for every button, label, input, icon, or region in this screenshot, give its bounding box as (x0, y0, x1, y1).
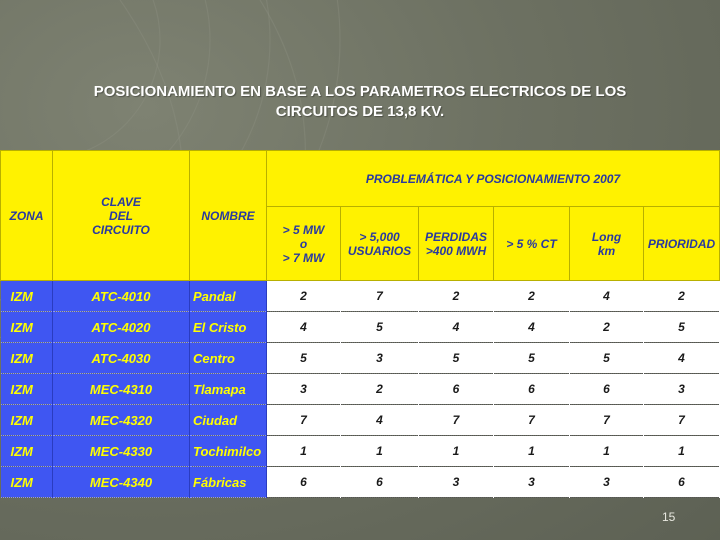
cell-perdidas: 7 (419, 405, 494, 436)
cell-mw: 2 (267, 281, 341, 312)
cell-prioridad: 5 (644, 312, 720, 343)
table-row (1, 436, 720, 467)
cell-nombre: Fábricas (190, 467, 267, 498)
cell-long: 1 (570, 436, 644, 467)
cell-long: 4 (570, 281, 644, 312)
cell-clave: ATC-4020 (53, 312, 190, 343)
cell-nombre: Ciudad (190, 405, 267, 436)
cell-zona: IZM (1, 374, 53, 405)
cell-usuarios: 6 (341, 467, 419, 498)
cell-mw: 6 (267, 467, 341, 498)
cell-usuarios: 1 (341, 436, 419, 467)
cell-perdidas: 3 (419, 467, 494, 498)
cell-nombre: El Cristo (190, 312, 267, 343)
cell-prioridad: 1 (644, 436, 720, 467)
header-long (570, 207, 644, 281)
cell-clave: ATC-4010 (53, 281, 190, 312)
header-usuarios-line1: > 5,000 (359, 229, 400, 244)
cell-perdidas: 5 (419, 343, 494, 374)
header-prioridad: PRIORIDAD (644, 207, 720, 281)
cell-ct: 1 (494, 436, 570, 467)
cell-prioridad: 7 (644, 405, 720, 436)
page-number: 15 (662, 510, 676, 524)
cell-long: 5 (570, 343, 644, 374)
circuits-table-container (0, 150, 720, 500)
cell-usuarios: 2 (341, 374, 419, 405)
header-ct: > 5 % CT (494, 207, 570, 281)
cell-zona: IZM (1, 405, 53, 436)
header-mw-line3: > 7 MW (282, 250, 325, 265)
cell-usuarios: 4 (341, 405, 419, 436)
title-line-1: POSICIONAMIENTO EN BASE A LOS PARAMETROS ELECTRICOS DE LOS (93, 83, 627, 100)
cell-zona: IZM (1, 312, 53, 343)
cell-nombre: Pandal (190, 281, 267, 312)
cell-clave: MEC-4310 (53, 374, 190, 405)
slide-title (20, 82, 700, 122)
cell-mw: 4 (267, 312, 341, 343)
cell-mw: 3 (267, 374, 341, 405)
cell-prioridad: 2 (644, 281, 720, 312)
header-mw-line1: > 5 MW (282, 222, 325, 237)
cell-mw: 7 (267, 405, 341, 436)
header-clave-line2: DEL (109, 208, 133, 223)
cell-long: 6 (570, 374, 644, 405)
cell-perdidas: 6 (419, 374, 494, 405)
header-clave-line3: CIRCUITO (92, 222, 150, 237)
cell-long: 3 (570, 467, 644, 498)
cell-clave: ATC-4030 (53, 343, 190, 374)
header-perdidas-line2: >400 MWH (425, 243, 487, 258)
cell-ct: 7 (494, 405, 570, 436)
table-row (1, 281, 720, 312)
header-perdidas-line1: PERDIDAS (424, 229, 487, 244)
cell-zona: IZM (1, 343, 53, 374)
cell-mw: 5 (267, 343, 341, 374)
header-mw-line2: o (299, 236, 308, 251)
header-nombre: NOMBRE (190, 151, 267, 281)
header-long-line2: km (597, 243, 616, 258)
cell-nombre: Tlamapa (190, 374, 267, 405)
header-long-line1: Long (591, 229, 622, 244)
cell-mw: 1 (267, 436, 341, 467)
cell-nombre: Tochimilco (190, 436, 267, 467)
cell-clave: MEC-4320 (53, 405, 190, 436)
cell-ct: 5 (494, 343, 570, 374)
cell-prioridad: 6 (644, 467, 720, 498)
cell-prioridad: 3 (644, 374, 720, 405)
cell-long: 7 (570, 405, 644, 436)
header-clave (53, 151, 190, 281)
cell-perdidas: 1 (419, 436, 494, 467)
cell-nombre: Centro (190, 343, 267, 374)
cell-ct: 2 (494, 281, 570, 312)
circuits-table (0, 150, 720, 498)
title-line-2: CIRCUITOS DE 13,8 KV. (275, 103, 445, 120)
cell-usuarios: 7 (341, 281, 419, 312)
header-group: PROBLEMÁTICA Y POSICIONAMIENTO 2007 (267, 151, 720, 207)
table-row (1, 343, 720, 374)
cell-zona: IZM (1, 467, 53, 498)
header-zona: ZONA (1, 151, 53, 281)
header-usuarios-line2: USUARIOS (347, 243, 412, 258)
cell-zona: IZM (1, 436, 53, 467)
table-row (1, 467, 720, 498)
header-usuarios (341, 207, 419, 281)
header-clave-line1: CLAVE (101, 194, 141, 209)
cell-perdidas: 4 (419, 312, 494, 343)
cell-ct: 3 (494, 467, 570, 498)
header-mw (267, 207, 341, 281)
cell-usuarios: 5 (341, 312, 419, 343)
cell-zona: IZM (1, 281, 53, 312)
table-row (1, 374, 720, 405)
cell-ct: 6 (494, 374, 570, 405)
table-row (1, 312, 720, 343)
cell-prioridad: 4 (644, 343, 720, 374)
cell-clave: MEC-4340 (53, 467, 190, 498)
header-perdidas (419, 207, 494, 281)
cell-ct: 4 (494, 312, 570, 343)
cell-perdidas: 2 (419, 281, 494, 312)
table-row (1, 405, 720, 436)
cell-usuarios: 3 (341, 343, 419, 374)
cell-clave: MEC-4330 (53, 436, 190, 467)
cell-long: 2 (570, 312, 644, 343)
